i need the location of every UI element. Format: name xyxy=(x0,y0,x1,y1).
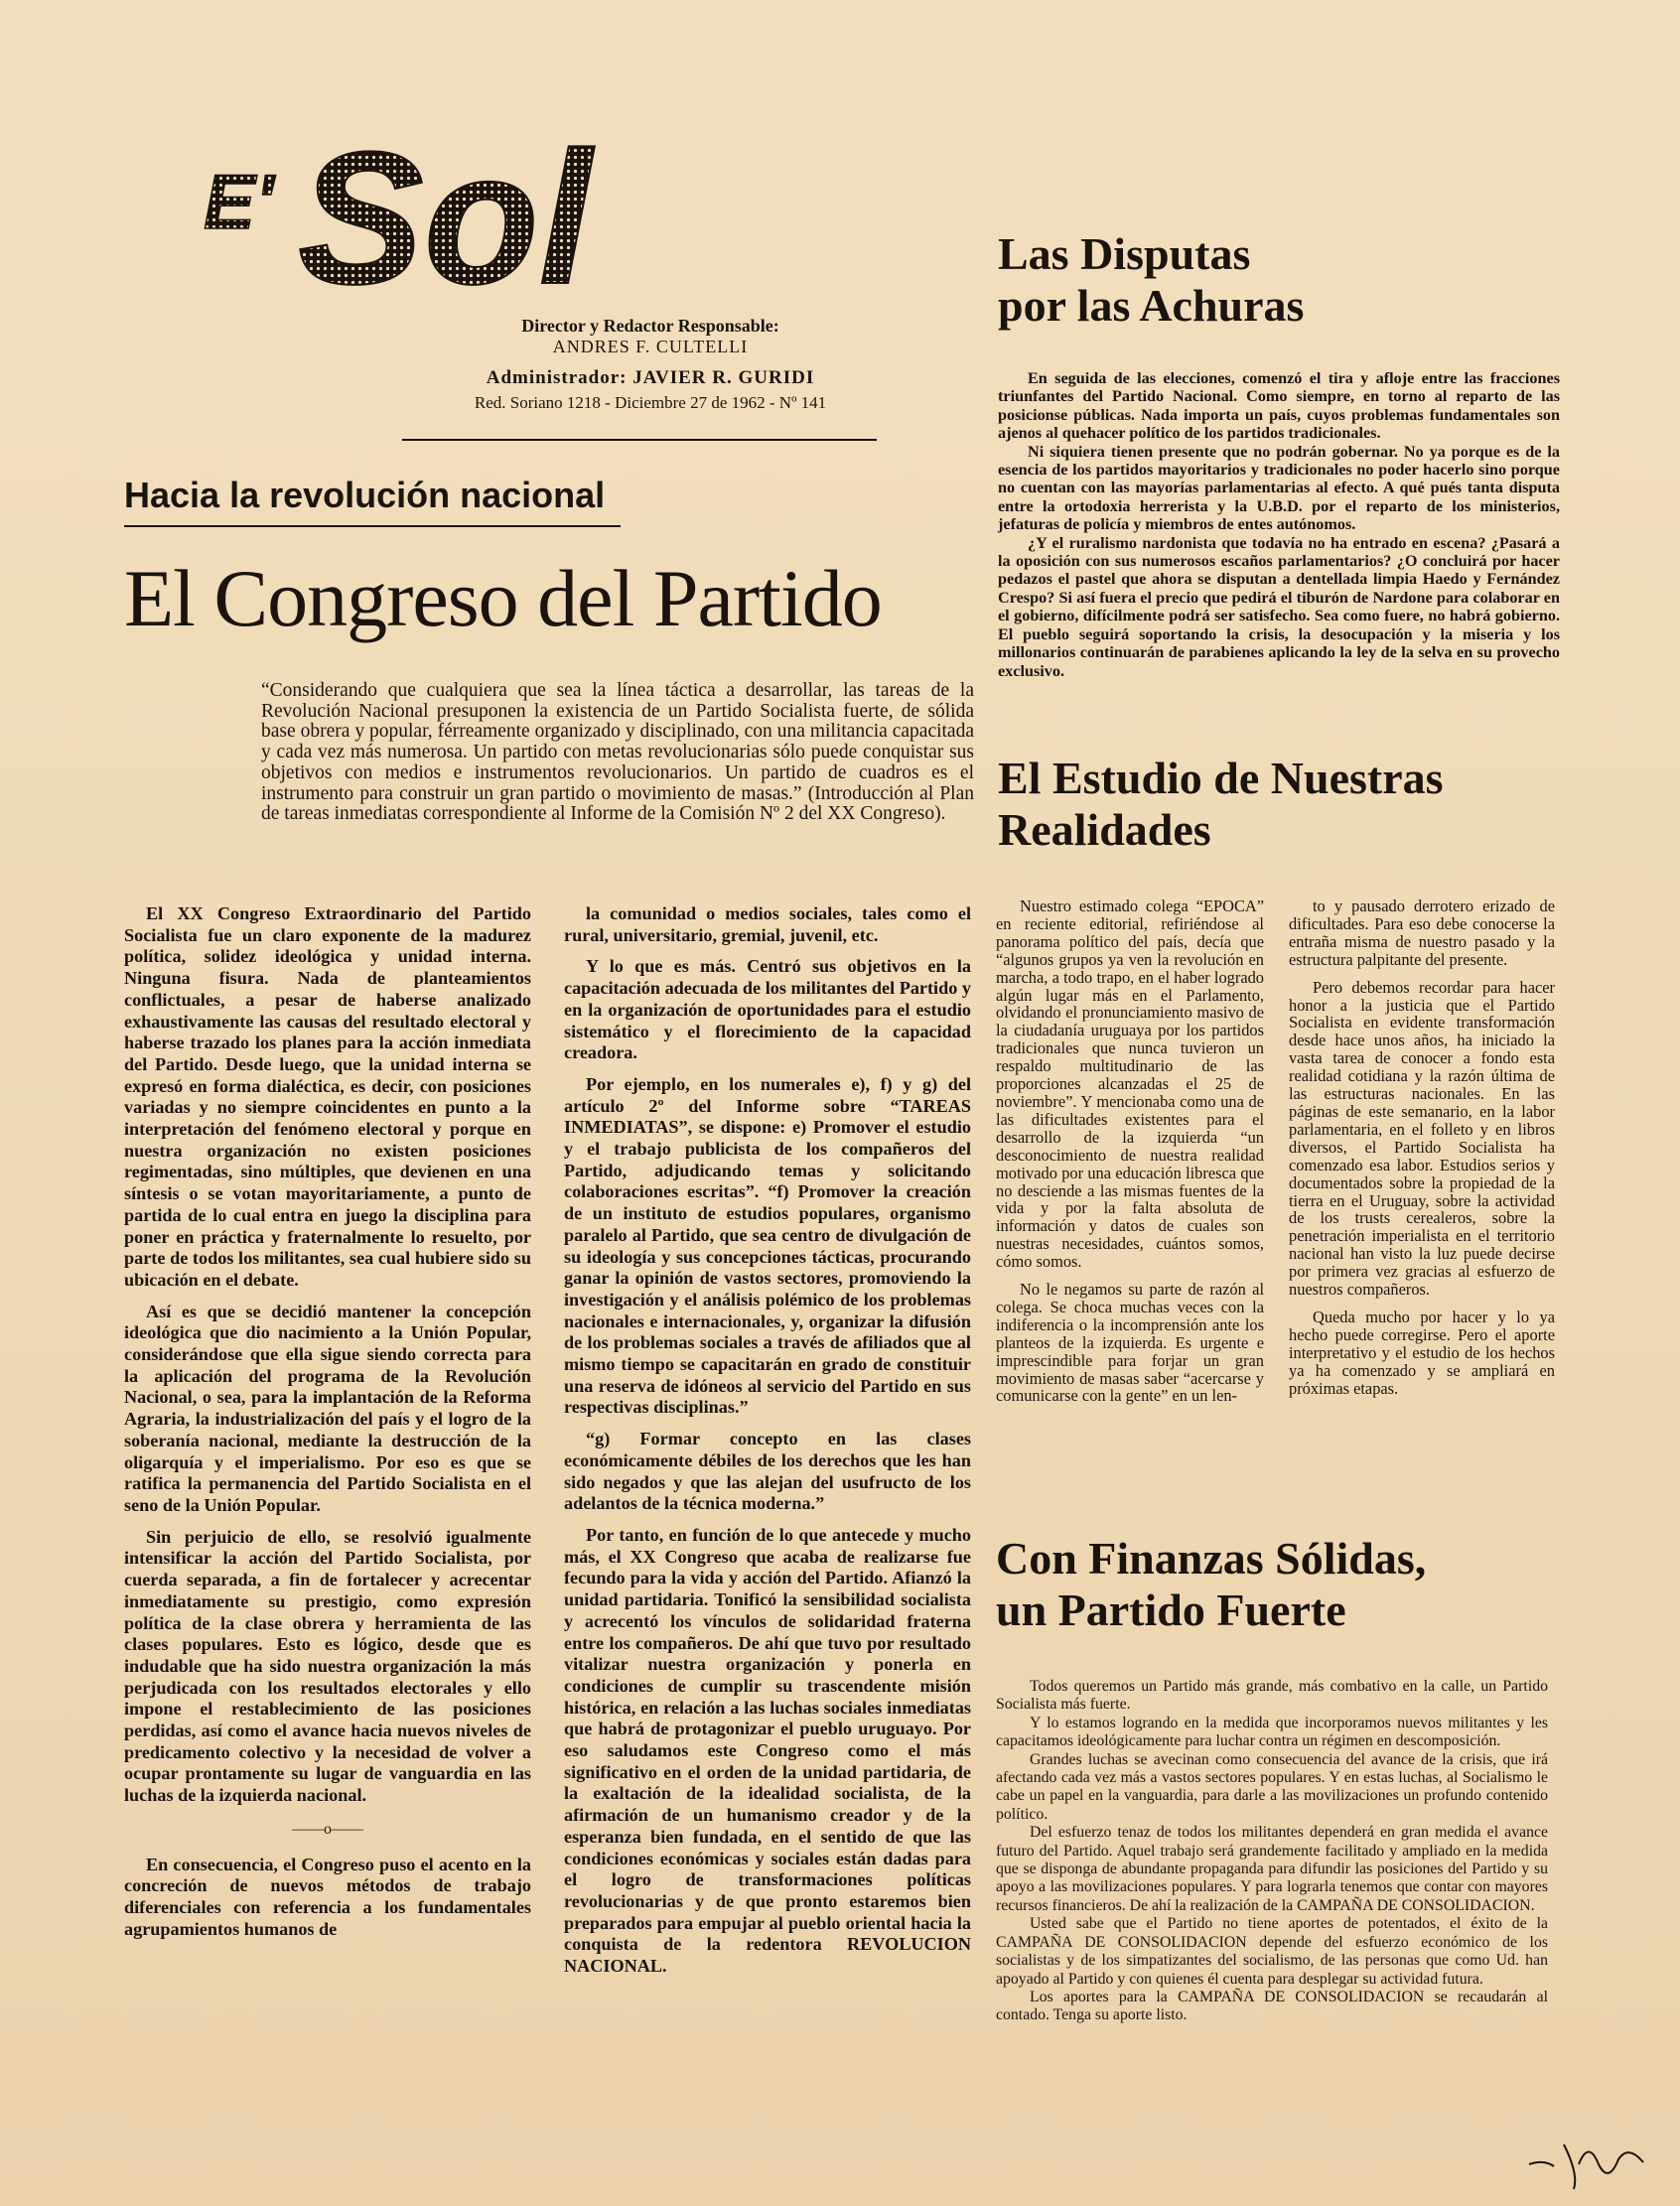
finanzas-paragraph: Del esfuerzo tenaz de todos los militantes dependerá en gran medida el avance futuro del Partido. Aquel trabajo será grandemente facilitado y ampliado en la medida que se disponga de abundante propaganda para difundir las posiciones del Partido y su apoyo a las movilizaciones populares. Y para lograrla tenemos que contar con mayores recursos financieros. De ahí la realización de la CAMPAÑA DE CONSOLIDACION. xyxy=(996,1824,1548,1914)
finanzas-body xyxy=(996,1678,1548,2025)
finanzas-headline-line-1: Con Finanzas Sólidas, xyxy=(996,1533,1427,1584)
lead-column-2 xyxy=(564,903,971,1988)
estudio-column-2 xyxy=(1289,897,1555,1407)
column-separator: ——o—— xyxy=(292,1820,363,1838)
achuras-body xyxy=(998,369,1560,680)
director-label: Director y Redactor Responsable: xyxy=(521,316,779,336)
el-sol-logo xyxy=(204,119,740,298)
lead-paragraph: Y lo que es más. Centró sus objetivos en la capacitación adecuada de los militantes del Partido y en la organización de oportunidades para el estudio sistemático y el florecimiento de la capacidad creadora. xyxy=(564,956,971,1063)
lead-paragraph: la comunidad o medios sociales, tales como el rural, universitario, gremial, juvenil, etc. xyxy=(564,903,971,945)
svg-text:E': E' xyxy=(204,158,274,245)
estudio-paragraph: to y pausado derrotero erizado de dificultades. Para eso debe conocerse la entraña misma de nuestro pasado y la estructura palpitante del presente. xyxy=(1289,896,1555,969)
lead-paragraph: “g) Formar concepto en las clases económicamente débiles de los derechos que les han sido negados y que las alejan del usufructo de los adelantos de la técnica moderna.” xyxy=(564,1429,971,1514)
masthead-rule xyxy=(402,439,877,441)
svg-text:Sol: Sol xyxy=(298,119,592,298)
lead-paragraph: Sin perjuicio de ello, se resolvió igualmente intensificar la acción del Partido Socialista, por cuerda separada, a fin de fortalecer y acrecentar inmediatamente su prestigio, como expresión política de la clase obrera y herramienta de las clases populares. Esto es lógico, desde que es indudable que ha sido nuestra organización la más perjudicada con los resultados electorales y ello impone el restablecimiento de las posiciones perdidas, así como el avance hacia nuevos niveles de predicamento colectivo y la necesidad de volver a ocupar prontamente su lugar de vanguardia en las luchas de la izquierda nacional. xyxy=(124,1526,531,1806)
lead-paragraph: Por tanto, en función de lo que antecede y mucho más, el XX Congreso que acaba de realizarse fue fecundo para la vida y acción del Partido. Afianzó la unidad partidaria. Tonificó la sensibilidad socialista y acrecentó los vínculos de solidaridad fraterna entre los compañeros. De ahí que tuvo por resultado vitalizar nuestra organización y ponerla en condiciones de cumplir su trascendente misión histórica, en relación a las luchas sociales inmediatas que habrá de protagonizar el pueblo uruguayo. Por eso saludamos este Congreso como el más significativo en el orden de la unidad partidaria, de la exaltación de la idealidad socialista, de la afirmación de un humanismo creador y de la esperanza bien fundada, en el sentido de que las condiciones económicas y sociales están dadas para el logro de transformaciones políticas revolucionarias y de que pronto estaremos bien preparados para empujar al pueblo oriental hacia la conquista de la redentora REVOLUCION NACIONAL. xyxy=(564,1524,971,1977)
estudio-paragraph: Pero debemos recordar para hacer honor a la justicia que el Partido Socialista en evidente transformación desde hace unos años, ha iniciado la vasta tarea de conocer a fondo esta realidad cotidiana y la razón última de las estructuras nacionales. En las páginas de este semanario, en la labor parlamentaria, en el folleto y en libros diversos, el Partido Socialista ha comenzado esa labor. Estudios serios y documentados sobre la propiedad de la tierra en el Uruguay, sobre la actividad de los trusts cerealeros, sobre la penetración imperialista en el territorio nacional han visto la luz puede decirse por primera vez gracias al esfuerzo de nuestros compañeros. xyxy=(1289,977,1555,1300)
edition-line: Red. Soriano 1218 - Diciembre 27 de 1962 - Nº 141 xyxy=(474,393,827,412)
achuras-paragraph: Ni siquiera tienen presente que no podrán gobernar. No ya porque es de la esencia de los partidos mayoritarios y tradicionales no poder hacerlo sino porque no cuentan con las mayorías parlamentarias al efecto. A qué pués tanta disputa entre la ortodoxia herrerista y la U.B.D. por el reparto de los ministerios, jefaturas de policía y miembros de entes autónomos. xyxy=(998,442,1560,534)
finanzas-headline-line-2: un Partido Fuerte xyxy=(996,1585,1346,1635)
kicker-underline xyxy=(124,525,621,527)
lead-kicker: Hacia la revolución nacional xyxy=(124,475,606,515)
finanzas-headline xyxy=(996,1533,1631,1636)
handwritten-scrawl xyxy=(1524,2135,1653,2194)
lead-headline: El Congreso del Partido xyxy=(124,553,882,643)
achuras-paragraph: ¿Y el ruralismo nardonista que todavía no ha entrado en escena? ¿Pasará a la oposición con sus numerosos escaños parlamentarios? ¿O concluirá por hacer pedazos el pastel que ahora se disputan a dentellada limpia Haedo y Fernández Crespo? Si así fuera el precio que pedirá el tiburón de Nardone para colaborar en el gobierno, difícilmente podrá ser satisfecho. Sea como fuere, no habrá gobierno. El pueblo seguirá soportando la crisis, la desocupación y la miseria y los millonarios continuarán de parabienes aplicando la ley de la selva en su provecho exclusivo. xyxy=(998,533,1560,680)
achuras-headline xyxy=(998,228,1613,332)
finanzas-paragraph: Grandes luchas se avecinan como consecuencia del avance de la crisis, que irá afectando cada vez más a vastos sectores populares. Y en estas luchas, al Socialismo le cabe un papel en la vanguardia, para darle a las movilizaciones un profundo contenido político. xyxy=(996,1750,1548,1823)
finanzas-paragraph: Usted sabe que el Partido no tiene aportes de potentados, el éxito de la CAMPAÑA DE CONSOLIDACION depende del esfuerzo económico de los socialistas y de los simpatizantes del socialismo, de las personas que como Ud. han apoyado al Partido y con quienes él cuenta para desplegar su actividad futura. xyxy=(996,1915,1548,1988)
lead-paragraph: El XX Congreso Extraordinario del Partido Socialista fue un claro exponente de la madurez política, solidez ideológica y unidad interna. Ninguna fisura. Nada de planteamientos conflictuales, a pesar de haberse analizado exhaustivamente las causas del resultado electoral y haberse trazado los planes para la acción inmediata del Partido. Desde luego, que la unidad interna se expresó en forma dialéctica, es decir, con posiciones variadas y no siempre coincidentes en punto a la interpretación del fenómeno electoral y porque en nuestra organización no existen posiciones regimentadas, sino múltiples, que devienen en una síntesis o se votan mayoritariamente, a punto de partida de lo cual entra en juego la disciplina para poner en práctica y fraternalmente lo resuelto, por parte de todos los militantes, sea cual hubiere sido su ubicación en el debate. xyxy=(124,903,531,1290)
estudio-paragraph: Queda mucho por hacer y lo ya hecho puede corregirse. Pero el aporte interpretativo y el estudio de los hechos ya ha comenzado y se ampliará en próximas etapas. xyxy=(1289,1307,1555,1398)
achuras-paragraph: En seguida de las elecciones, comenzó el tira y afloje entre las fracciones triunfantes del Partido Nacional. Como siempre, en torno al reparto de las posicionse públicas. Nada importa un país, cuyos problemas fundamentales son ajenos al quehacer político de los partidos tradicionales. xyxy=(998,369,1560,443)
finanzas-paragraph: Los aportes para la CAMPAÑA DE CONSOLIDACION se recaudarán al contado. Tenga su aporte listo. xyxy=(996,1988,1548,2024)
masthead-credits xyxy=(427,316,874,413)
achuras-headline-line-1: Las Disputas xyxy=(998,228,1251,279)
estudio-headline xyxy=(998,753,1633,856)
estudio-headline-line-1: El Estudio de Nuestras xyxy=(998,753,1444,803)
director-name: ANDRES F. CULTELLI xyxy=(552,337,749,356)
estudio-column-1 xyxy=(996,897,1264,1415)
lead-paragraph: En consecuencia, el Congreso puso el acento en la concreción de nuevos métodos de trabajo diferenciales con referencia a los fundamentales agrupamientos humanos de xyxy=(124,1854,531,1939)
lead-paragraph: Así es que se decidió mantener la concepción ideológica que dio nacimiento a la Unión Popular, considerándose que ella sigue siendo correcta para la aplicación del programa de la Revolución Nacional, o sea, para la implantación de la Reforma Agraria, la industrialización del país y el logro de la soberanía nacional, mediante la destrucción de la oligarquía y el imperialismo. Por eso es que se ratifica la permanencia del Partido Socialista en el seno de la Unión Popular. xyxy=(124,1301,531,1515)
lead-intro: “Considerando que cualquiera que sea la línea táctica a desarrollar, las tareas de la Revolución Nacional presuponen la existencia de un Partido Socialista fuerte, de sólida base obrera y popular, férreamente organizado y disciplinado, con una militancia capacitada y cada vez más numerosa. Un partido con metas revolucionarias sólo puede conquistar sus objetivos con medios e instrumentos revolucionarios. Un partido de cuadros es el instrumento para construir un gran partido o movimiento de masas.” (Introducción al Plan de tareas inmediatas correspondiente al Informe de la Comisión Nº 2 del XX Congreso). xyxy=(261,680,974,825)
finanzas-paragraph: Y lo estamos logrando en la medida que incorporamos nuevos militantes y les capacitamos ideológicamente para luchar contra un régimen en descomposición. xyxy=(996,1714,1548,1750)
estudio-paragraph: Nuestro estimado colega “EPOCA” en reciente editorial, refiriéndose al panorama político del país, decía que “algunos grupos ya ven la revolución en marcha, a todo trapo, en el haber logrado algún lugar más en el Parlamento, olvidando el pronunciamiento masivo de la ciudadanía uruguaya por los partidos tradicionales que nunca tuvieron un respaldo multitudinario de las proporciones alcanzadas el 25 de noviembre”. Y mencionaba como una de las dificultades existentes para el desarrollo de la izquierda “un desconocimiento de nuestra realidad motivado por una educación libresca que no desciende a las mismas fuentes de la vida y por la falta absoluta de información y datos de cuales son nuestras necesidades, cuántos somos, cómo somos. xyxy=(996,896,1264,1272)
estudio-paragraph: No le negamos su parte de razón al colega. Se choca muchas veces con la indiferencia o la incomprensión ante los planteos de la izquierda. Es urgente e imprescindible para forjar un gran movimiento de masas saber “acercarse y comunicarse con la gente” en un len- xyxy=(996,1280,1264,1406)
lead-paragraph: Por ejemplo, en los numerales e), f) y g) del artículo 2º del Informe sobre “TAREAS INMEDIATAS”, se dispone: e) Promover el estudio y el trabajo publicista de los compañeros del Partido, adjudicando temas y solicitando colaboraciones escritas”. “f) Promover la creación de un instituto de estudios populares, organismo paralelo al Partido, que sea centro de divulgación de su ideología y sus concepciones tácticas, procurando ganar la opinión de vastos sectores, promoviendo la investigación y el análisis polémico de los problemas nacionales e internacionales, y, organizar la difusión de los problemas sociales a través de afiliados que al mismo tiempo se capacitarán en grado de constituir una reserva de idóneos al servicio del Partido en sus respectivas disciplinas.” xyxy=(564,1073,971,1418)
admin-line: Administrador: JAVIER R. GURIDI xyxy=(486,367,815,388)
lead-column-1 xyxy=(124,903,531,1950)
achuras-headline-line-2: por las Achuras xyxy=(998,280,1305,331)
finanzas-paragraph: Todos queremos un Partido más grande, más combativo en la calle, un Partido Socialista más fuerte. xyxy=(996,1678,1548,1714)
estudio-headline-line-2: Realidades xyxy=(998,804,1211,855)
